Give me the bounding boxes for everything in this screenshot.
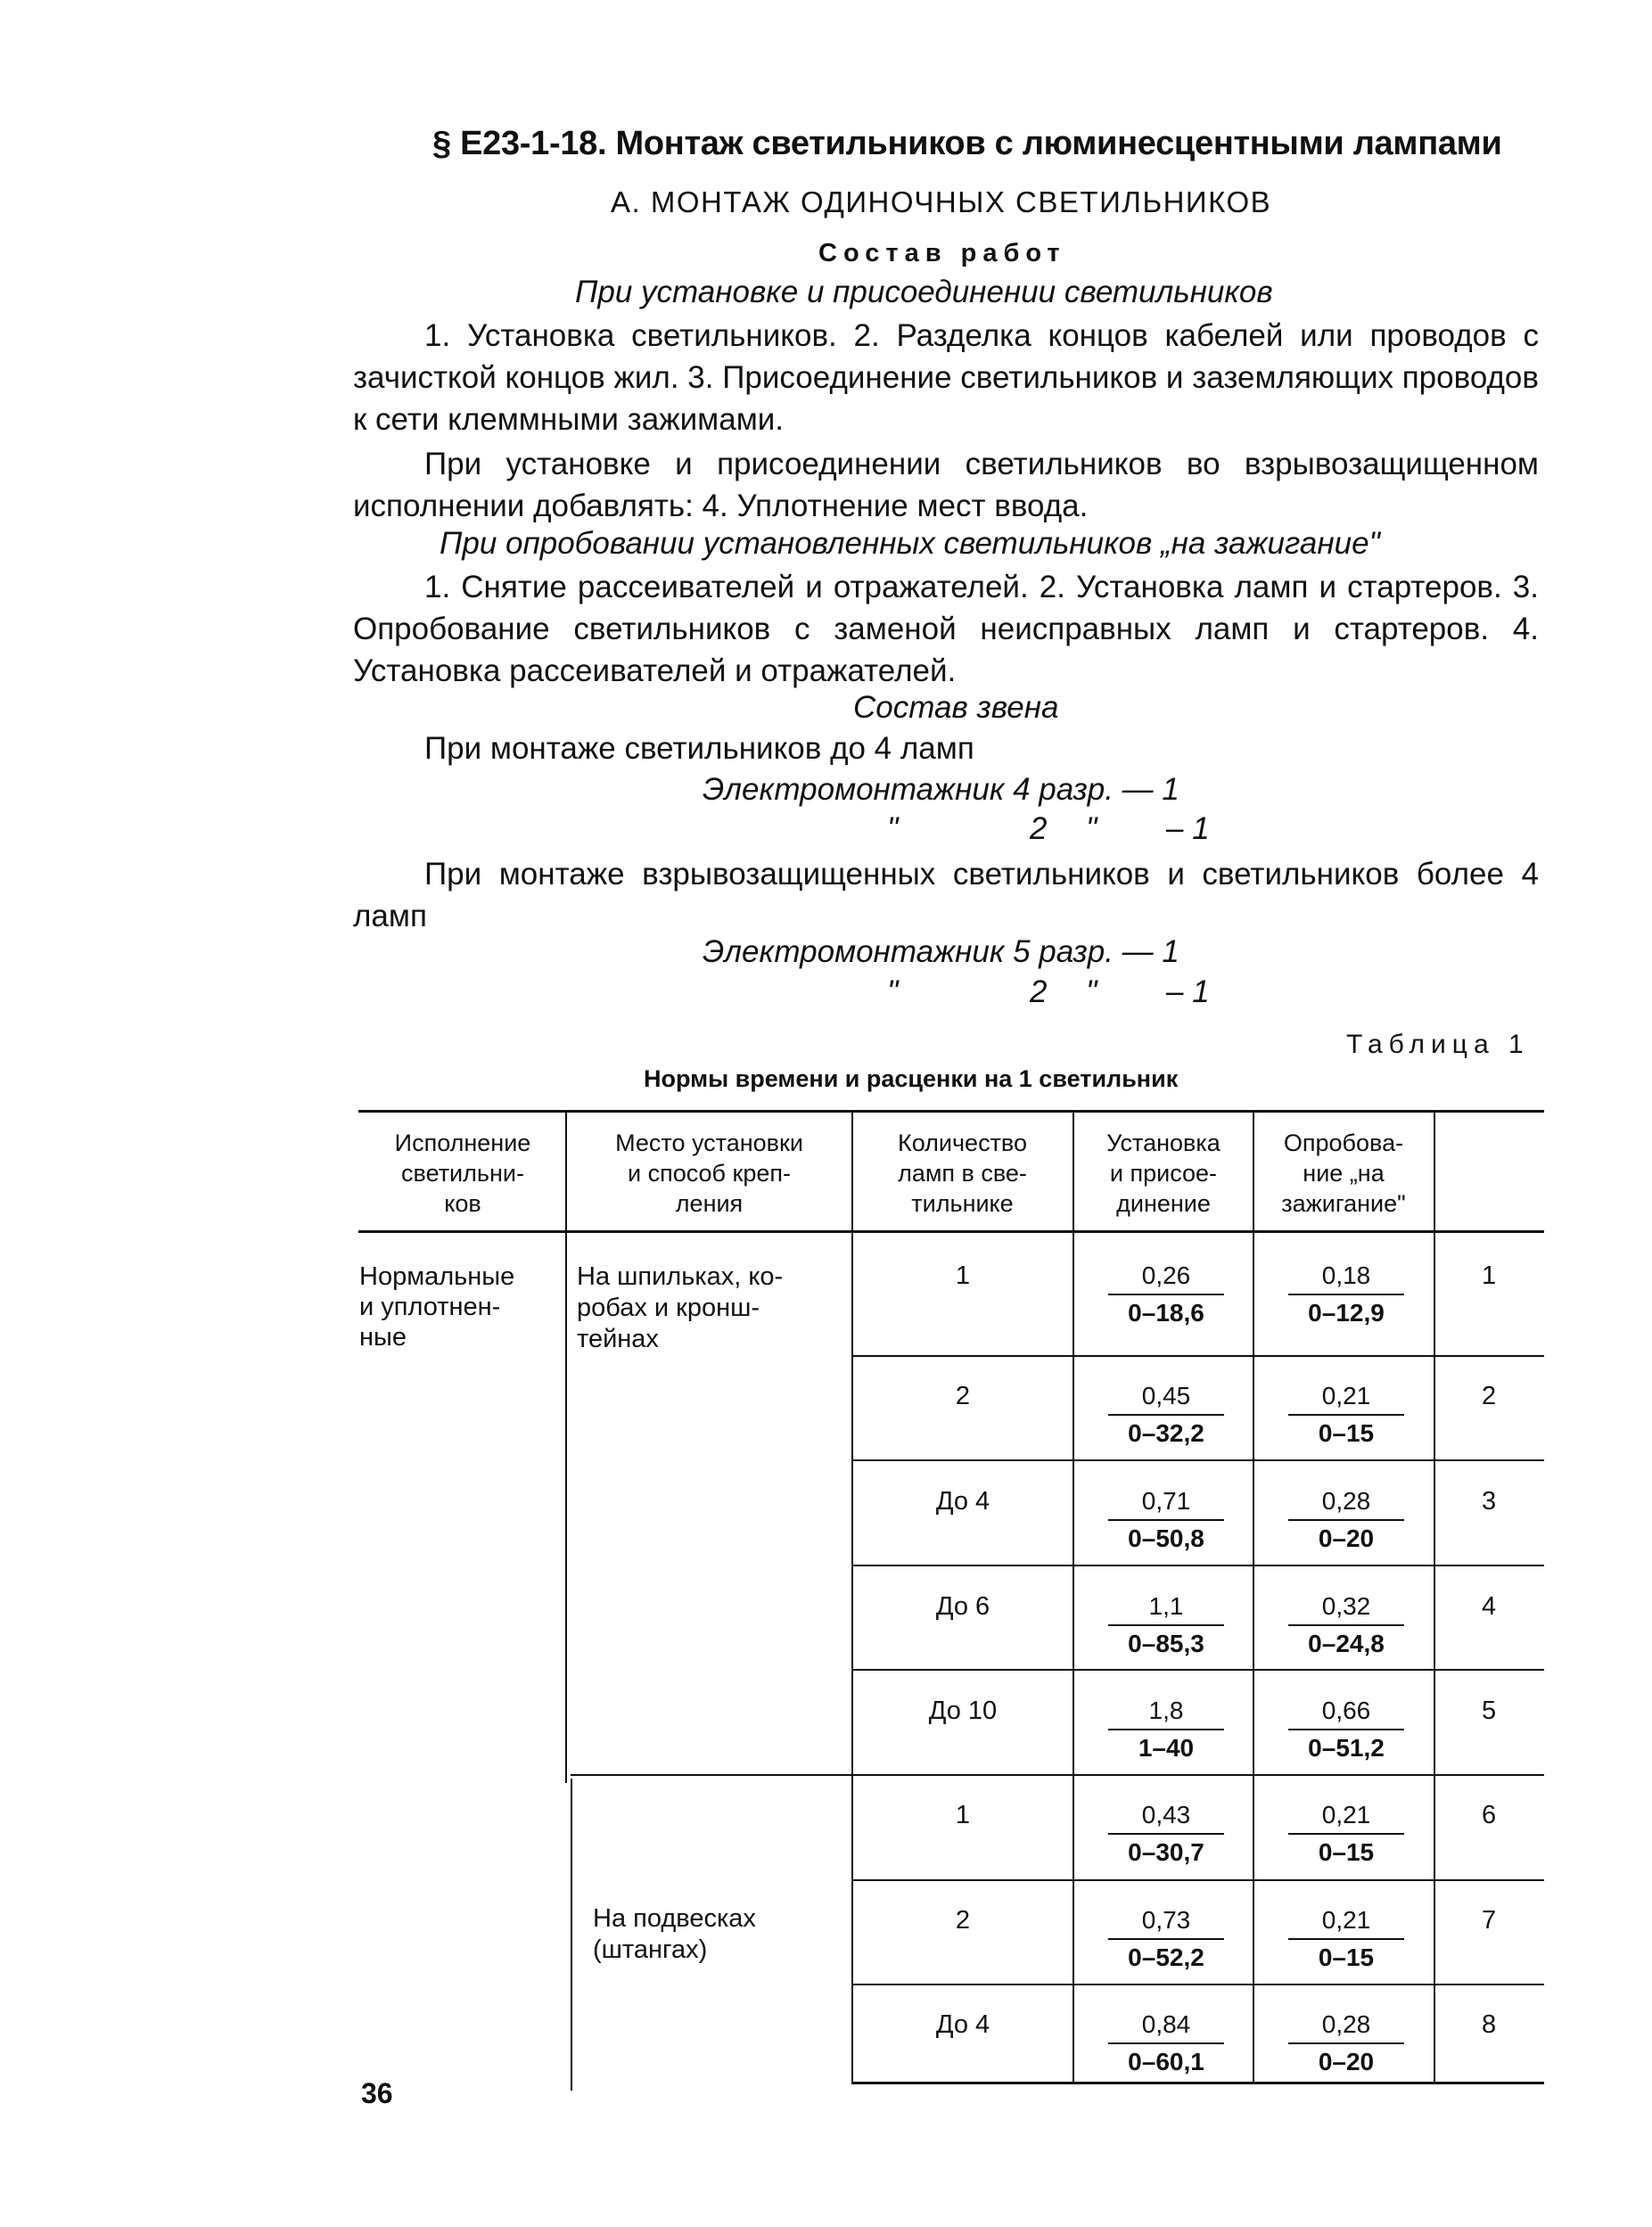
row-number: 4	[1482, 1592, 1497, 1621]
test-time: 0,28	[1321, 2010, 1371, 2038]
crew1-ditto-2: "	[1086, 811, 1097, 846]
install-norm	[1108, 1261, 1224, 1327]
test-norm	[1288, 1801, 1404, 1867]
install-norm	[1108, 1697, 1224, 1763]
test-norm	[1288, 1906, 1404, 1972]
test-price: 0–12,9	[1288, 1294, 1404, 1327]
crew1-count: – 1	[1166, 811, 1210, 846]
test-norm	[1288, 1592, 1404, 1658]
test-time: 0,18	[1321, 1261, 1371, 1289]
crew1-ditto-1: "	[887, 811, 899, 846]
col-divider-5	[1434, 1110, 1435, 2082]
install-norm	[1108, 1801, 1224, 1867]
install-text: 1. Установка светильников. 2. Разделка концов кабелей или проводов с зачисткой концов жил. 3. Присоединение светильников и заземляющих проводов к сети клеммными зажимами.	[353, 318, 1539, 437]
install-price: 0–85,3	[1108, 1624, 1224, 1658]
test-norm	[1288, 1382, 1404, 1448]
work-composition-heading: Состав работ	[818, 239, 1066, 267]
install-norm	[1108, 1487, 1224, 1553]
install-norm	[1108, 1592, 1224, 1658]
crew-heading: Состав звена	[853, 690, 1059, 725]
crew1-line1: Электромонтажник 4 разр. — 1	[703, 772, 1179, 807]
install-norm	[1108, 1382, 1224, 1448]
install-time: 1,8	[1148, 1697, 1184, 1724]
row-rule	[851, 1879, 1544, 1881]
test-norm	[1288, 1487, 1404, 1553]
crew2-grade: 2	[1030, 974, 1048, 1009]
header-execution: Исполнение светильни- ков	[394, 1130, 531, 1217]
install-time: 0,43	[1141, 1801, 1191, 1828]
install-time: 1,1	[1148, 1592, 1184, 1620]
lamp-count: До 10	[928, 1697, 998, 1725]
install-price: 0–52,2	[1108, 1938, 1224, 1972]
crew2-ditto-1: "	[887, 974, 899, 1009]
row-number: 7	[1482, 1906, 1497, 1935]
crew2-line1: Электромонтажник 5 разр. — 1	[703, 934, 1179, 969]
crew2-count: – 1	[1166, 974, 1210, 1009]
row-number: 1	[1482, 1261, 1497, 1290]
install-time: 0,71	[1141, 1487, 1191, 1515]
crew1-grade: 2	[1030, 811, 1048, 846]
row-rule	[851, 1669, 1544, 1671]
crew2-ditto-2: "	[1086, 974, 1097, 1009]
install-price: 1–40	[1108, 1729, 1224, 1763]
test-price: 0–15	[1288, 1833, 1404, 1867]
crew2-intro: При монтаже взрывозащищенных светильников и светильников более 4 ламп	[353, 857, 1539, 933]
row-number: 6	[1482, 1801, 1497, 1829]
install-price: 0–50,8	[1108, 1519, 1224, 1553]
row-rule	[851, 1984, 1544, 1985]
install-norm	[1108, 1906, 1224, 1972]
test-price: 0–20	[1288, 2042, 1404, 2076]
test-price: 0–20	[1288, 1519, 1404, 1553]
row-number: 3	[1482, 1487, 1497, 1516]
test-heading: При опробовании установленных светильников „на зажигание"	[440, 526, 1380, 561]
col-divider-1	[565, 1110, 567, 1783]
explosion-proof-text: При установке и присоединении светильников во взрывозащищенном исполнении добавлять: 4. Уплотнение мест ввода.	[353, 447, 1539, 523]
lamp-count: До 6	[935, 1592, 990, 1621]
test-time: 0,21	[1321, 1382, 1371, 1409]
lamp-count: 2	[955, 1382, 971, 1410]
table-top-rule	[358, 1110, 1544, 1113]
install-time: 0,45	[1141, 1382, 1191, 1409]
lamp-count: 2	[955, 1906, 971, 1935]
install-heading: При установке и присоединении светильников	[575, 275, 1273, 309]
col-divider-4	[1253, 1110, 1254, 2082]
header-install: Установка и присое- динение	[1106, 1130, 1221, 1217]
header-lamp-count: Количество ламп в све- тильнике	[898, 1130, 1027, 1217]
test-norm	[1288, 1261, 1404, 1327]
row-number: 5	[1482, 1697, 1497, 1725]
group-mount-label-2: На подвесках (штангах)	[593, 1904, 756, 1964]
test-price: 0–15	[1288, 1414, 1404, 1448]
test-time: 0,21	[1321, 1801, 1371, 1828]
row-rule	[851, 1459, 1544, 1461]
test-norm	[1288, 1697, 1404, 1763]
table-caption: Нормы времени и расценки на 1 светильник	[644, 1065, 1179, 1092]
table-header-rule	[358, 1230, 1544, 1233]
header-mount: Место установки и способ креп- ления	[615, 1130, 803, 1217]
test-text: 1. Снятие рассеивателей и отражателей. 2. Установка ламп и стартеров. 3. Опробование светильников с заменой неисправных ламп и стартеров. 4. Установка рассеивателей и отражателей.	[353, 570, 1539, 688]
page-number: 36	[361, 2077, 393, 2109]
group-execution-label: Нормальные и уплотнен- ные	[359, 1262, 515, 1352]
test-time: 0,66	[1321, 1697, 1371, 1724]
install-price: 0–60,1	[1108, 2042, 1224, 2076]
table-bottom-rule	[851, 2082, 1544, 2084]
crew1-intro: При монтаже светильников до 4 ламп	[424, 731, 974, 766]
row-rule	[851, 1565, 1544, 1566]
row-number: 2	[1482, 1382, 1497, 1410]
install-norm	[1108, 2010, 1224, 2076]
install-time: 0,84	[1141, 2010, 1191, 2038]
row-number: 8	[1482, 2010, 1497, 2039]
section-title: § Е23-1-18. Монтаж светильников с люминесцентными лампами	[432, 125, 1502, 162]
test-price: 0–15	[1288, 1938, 1404, 1972]
table-label: Таблица 1	[1346, 1030, 1530, 1059]
test-price: 0–51,2	[1288, 1729, 1404, 1763]
group-mount-label-1: На шпильках, ко- робах и кронш- тейнах	[577, 1262, 784, 1353]
lamp-count: До 4	[935, 1487, 990, 1516]
test-norm	[1288, 2010, 1404, 2076]
install-time: 0,26	[1141, 1261, 1191, 1289]
install-price: 0–18,6	[1108, 1294, 1224, 1327]
install-price: 0–30,7	[1108, 1833, 1224, 1867]
lamp-count: До 4	[935, 2010, 990, 2039]
test-price: 0–24,8	[1288, 1624, 1404, 1658]
lamp-count: 1	[955, 1261, 971, 1290]
col-divider-1b	[571, 1779, 572, 2091]
install-price: 0–32,2	[1108, 1414, 1224, 1448]
test-time: 0,28	[1321, 1487, 1371, 1515]
lamp-count: 1	[955, 1801, 971, 1829]
test-time: 0,21	[1321, 1906, 1371, 1934]
test-time: 0,32	[1321, 1592, 1371, 1620]
header-test: Опробова- ние „на зажигание"	[1281, 1130, 1406, 1217]
subsection-title: А. МОНТАЖ ОДИНОЧНЫХ СВЕТИЛЬНИКОВ	[611, 185, 1272, 218]
group-rule	[571, 1774, 1544, 1776]
row-rule	[851, 1355, 1544, 1357]
install-time: 0,73	[1141, 1906, 1191, 1934]
